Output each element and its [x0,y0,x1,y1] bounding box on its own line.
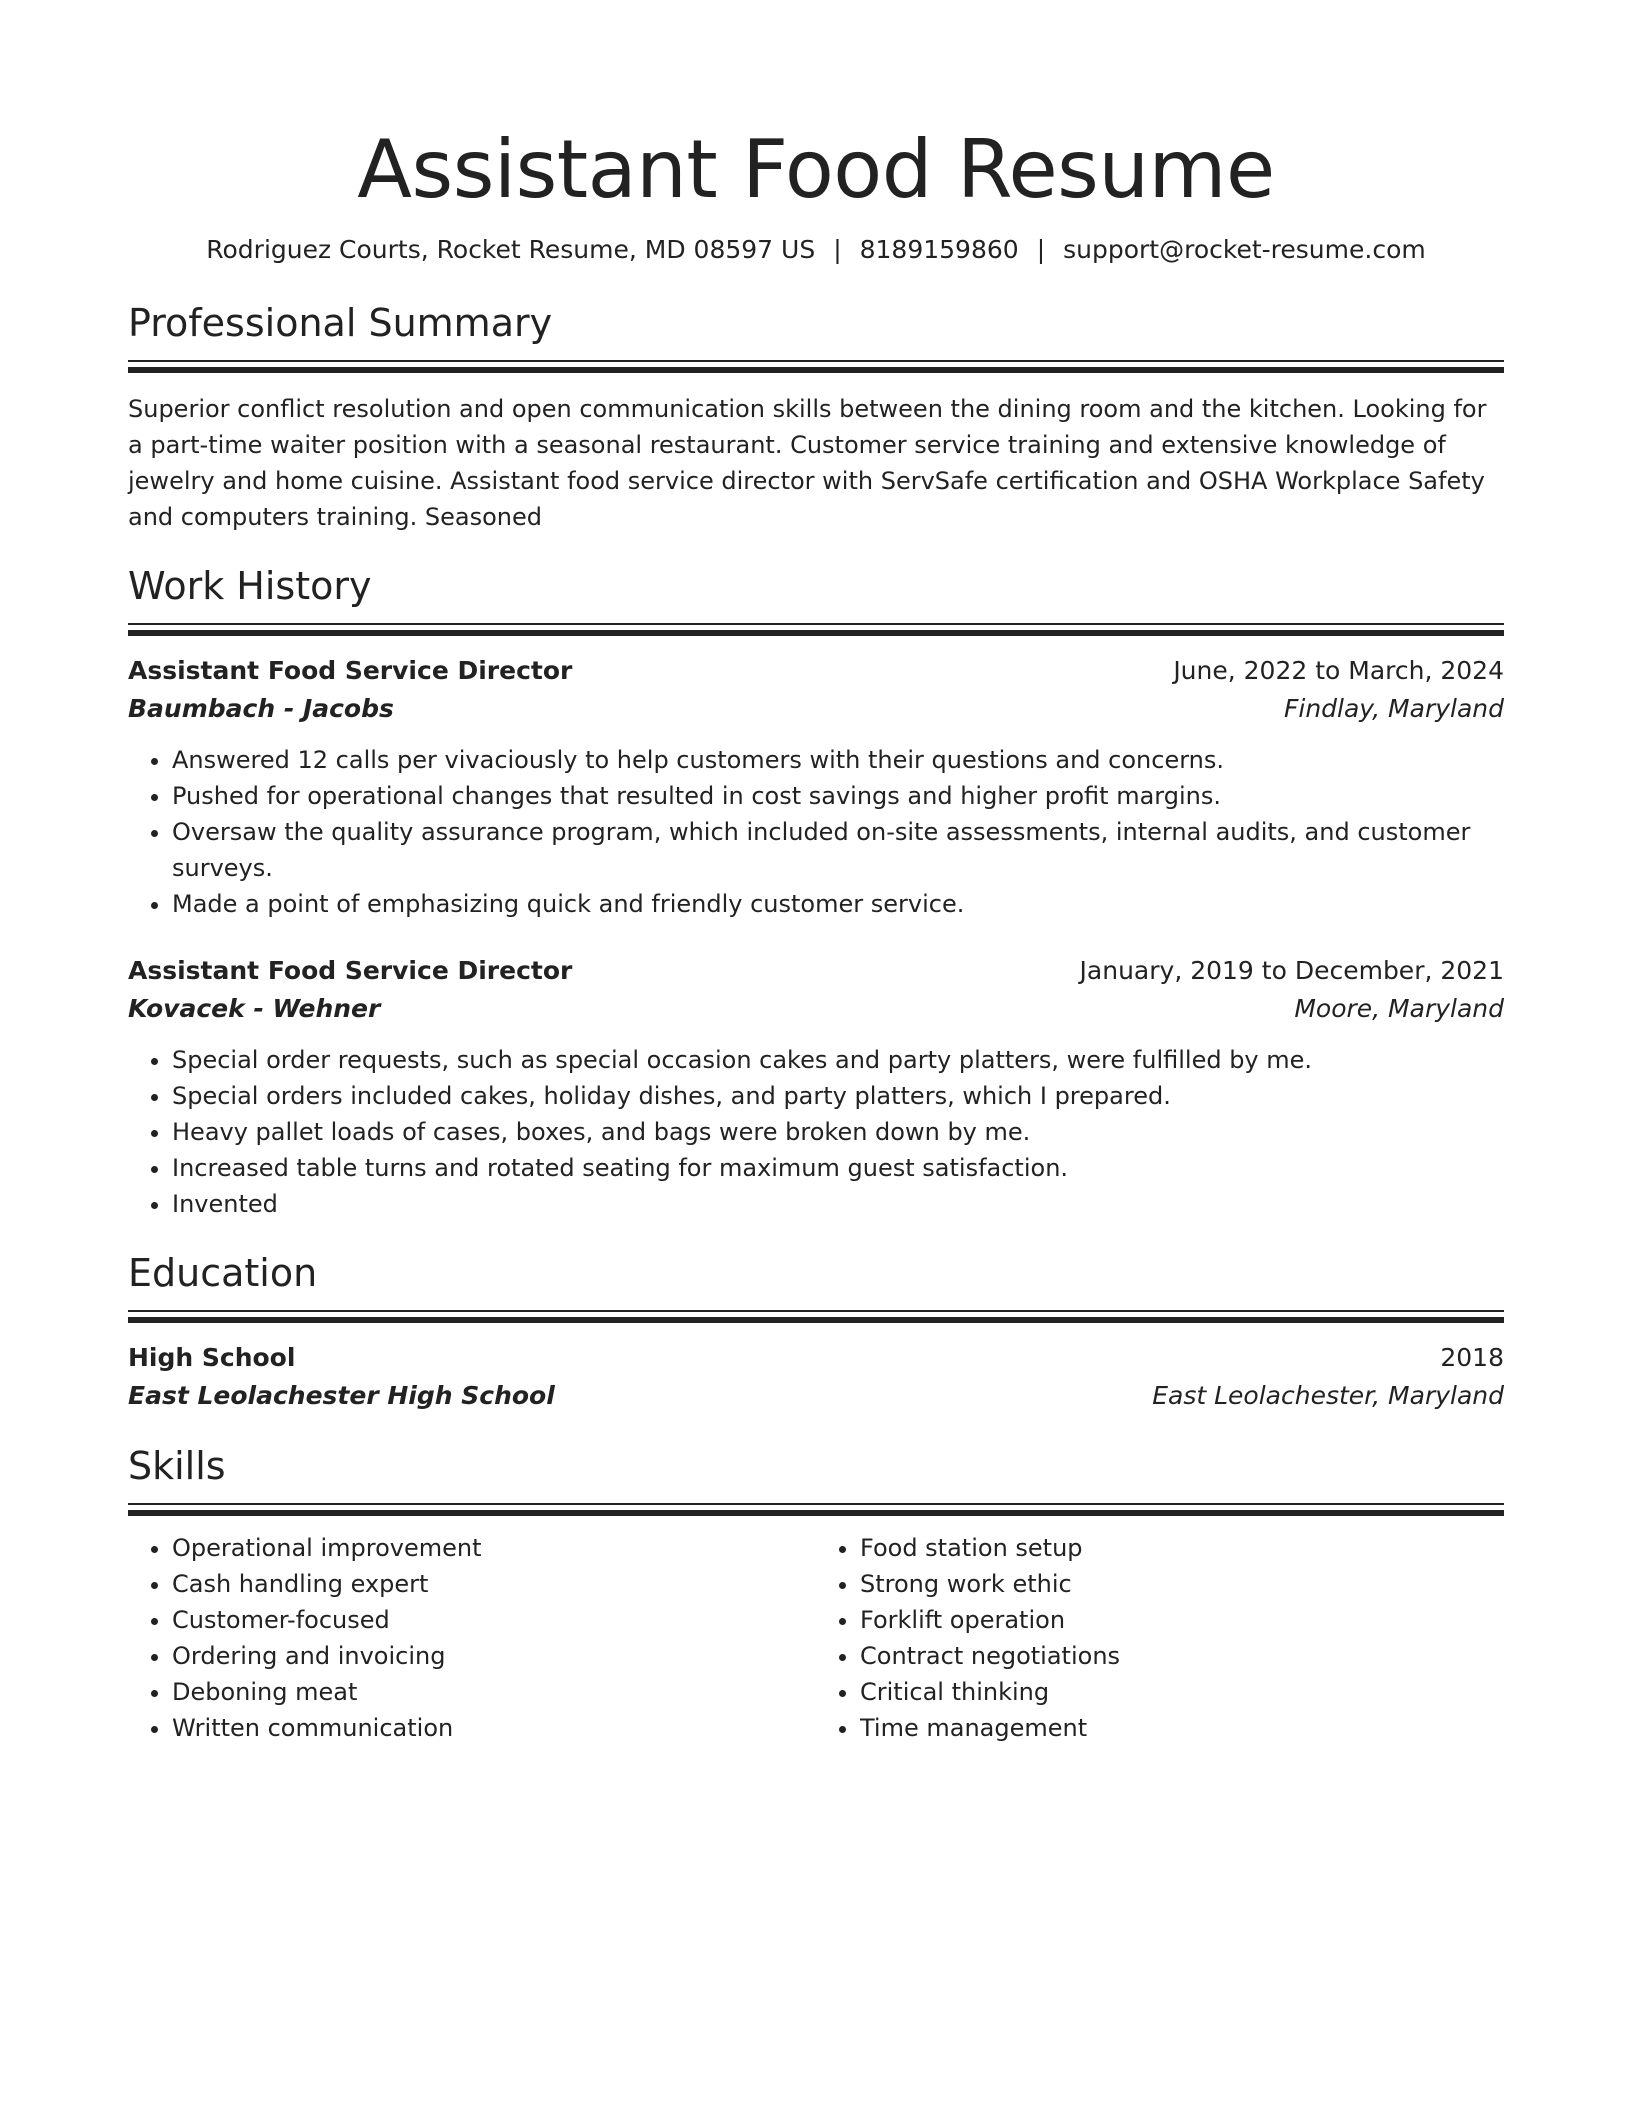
job-location: Findlay, Maryland [1284,694,1504,723]
section-divider [128,623,1504,636]
work-history-section [128,561,1504,1222]
list-item: • Cash handling expert [172,1566,806,1602]
section-title-skills: Skills [128,1444,226,1488]
job-header-row [128,652,1504,690]
list-item: • Special orders included cakes, holiday dishes, and party platters, which I prepared. [172,1078,1504,1114]
section-title-summary: Professional Summary [128,301,553,345]
list-item: • Oversaw the quality assurance program, which included on-site assessments, internal audits, and customer surveys. [172,814,1504,886]
list-item: • Customer-focused [172,1602,806,1638]
job-bullets [128,1042,1504,1222]
skills-column-right [806,1530,1494,1746]
list-item: • Food station setup [860,1530,1494,1566]
list-item: • Answered 12 calls per vivaciously to help customers with their questions and concerns. [172,742,1504,778]
list-item: • Critical thinking [860,1674,1494,1710]
list-item: • Ordering and invoicing [172,1638,806,1674]
list-item: • Strong work ethic [860,1566,1494,1602]
list-item: • Deboning meat [172,1674,806,1710]
job-bullets [128,742,1504,922]
education-location: East Leolachester, Maryland [1152,1381,1504,1410]
job-header-row [128,952,1504,990]
contact-separator: | [833,235,842,264]
list-item: • Pushed for operational changes that resulted in cost savings and higher profit margins. [172,778,1504,814]
job-dates: January, 2019 to December, 2021 [1079,956,1504,985]
list-item: • Written communication [172,1710,806,1746]
section-divider [128,1503,1504,1516]
list-item: • Invented [172,1186,1504,1222]
list-item: • Increased table turns and rotated seating for maximum guest satisfaction. [172,1150,1504,1186]
section-divider [128,1310,1504,1323]
list-item: • Time management [860,1710,1494,1746]
summary-text: Superior conflict resolution and open communication skills between the dining room and the kitchen. Looking for a part-time waiter position with a seasonal restaurant. Customer service training and extensive knowledge of jewelry and home cuisine. Assistant food service director with ServSafe certification and OSHA Workplace Safety and computers training. Seasoned [128,395,1487,531]
job-entry [128,952,1504,1222]
list-item: • Heavy pallet loads of cases, boxes, and bags were broken down by me. [172,1114,1504,1150]
section-title-education: Education [128,1251,318,1295]
skills-grid [128,1530,1504,1746]
education-school-row [128,1377,1504,1415]
job-entry [128,652,1504,922]
contact-phone: 8189159860 [859,235,1019,264]
contact-email: support@rocket-resume.com [1063,235,1426,264]
job-title: Assistant Food Service Director [128,656,573,685]
contact-line [128,232,1504,268]
summary-section [128,298,1504,535]
education-year: 2018 [1440,1343,1504,1372]
list-item: • Operational improvement [172,1530,806,1566]
contact-address: Rodriguez Courts, Rocket Resume, MD 08597 US [206,235,816,264]
skills-column-left [128,1530,806,1746]
education-degree: High School [128,1343,296,1372]
list-item: • Contract negotiations [860,1638,1494,1674]
job-location: Moore, Maryland [1294,994,1504,1023]
job-company-row [128,990,1504,1028]
job-company: Kovacek - Wehner [128,994,381,1023]
contact-separator: | [1036,235,1046,264]
resume-title: Assistant Food Resume [357,123,1275,216]
education-section [128,1248,1504,1415]
education-school: East Leolachester High School [128,1381,555,1410]
education-header-row [128,1339,1504,1377]
job-dates: June, 2022 to March, 2024 [1173,656,1504,685]
job-company: Baumbach - Jacobs [128,694,394,723]
resume-page [128,0,1504,1746]
list-item: • Forklift operation [860,1602,1494,1638]
section-title-work-history: Work History [128,564,372,608]
section-divider [128,360,1504,373]
job-title: Assistant Food Service Director [128,956,573,985]
skills-section [128,1441,1504,1746]
list-item: • Made a point of emphasizing quick and friendly customer service. [172,886,1504,922]
job-company-row [128,690,1504,728]
education-entry [128,1339,1504,1415]
list-item: • Special order requests, such as special occasion cakes and party platters, were fulfilled by me. [172,1042,1504,1078]
